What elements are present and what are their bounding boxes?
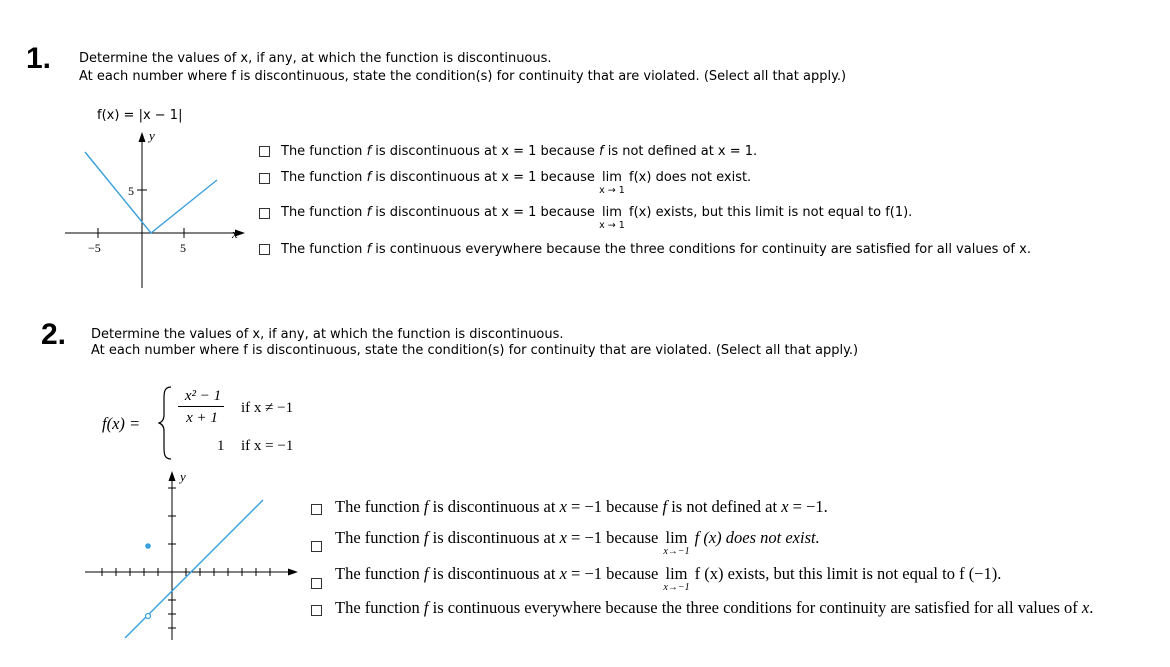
q2-graph bbox=[80, 465, 305, 640]
q1-option4-checkbox[interactable] bbox=[259, 244, 270, 255]
q1-option2[interactable]: The function f is discontinuous at x = 1 because lim x → 1 f(x) does not exist. bbox=[281, 170, 752, 196]
q2-fraction-numerator: x² − 1 bbox=[184, 388, 222, 404]
q1-y-arrow bbox=[139, 132, 146, 142]
q2-option2-checkbox[interactable] bbox=[311, 541, 322, 552]
q1-tick-label-5: 5 bbox=[180, 241, 186, 255]
q2-case1-condition: if x ≠ −1 bbox=[241, 400, 294, 416]
q1-option2-checkbox[interactable] bbox=[259, 173, 270, 184]
q2-brace bbox=[158, 385, 174, 461]
q2-y-label: y bbox=[180, 469, 186, 484]
q2-x-arrow bbox=[288, 569, 298, 576]
q2-option1-checkbox[interactable] bbox=[311, 504, 322, 515]
q2-y-arrow bbox=[169, 471, 176, 481]
q1-option3[interactable]: The function f is discontinuous at x = 1 because lim x → 1 f(x) exists, but this limit is not equal to f(1). bbox=[281, 205, 913, 231]
q1-graph bbox=[60, 128, 260, 293]
q1-option1-checkbox[interactable] bbox=[259, 146, 270, 157]
q2-fraction-denominator: x + 1 bbox=[186, 410, 218, 426]
q1-prompt-line2: At each number where f is discontinuous, state the condition(s) for continuity that are violated. (Select all that apply.) bbox=[79, 69, 847, 84]
q1-option1[interactable]: The function f is discontinuous at x = 1 because f is not defined at x = 1. bbox=[281, 144, 758, 159]
q1-x-label: x bbox=[232, 226, 238, 241]
q2-option1[interactable]: The function f is discontinuous at x = −1 because f is not defined at x = −1. bbox=[335, 497, 828, 516]
q1-function: f(x) = |x − 1| bbox=[97, 108, 183, 123]
q2-case2-value: 1 bbox=[217, 438, 225, 454]
q1-number: 1. bbox=[26, 42, 52, 75]
q2-fraction-bar bbox=[178, 406, 224, 407]
q1-tick-label-neg5: −5 bbox=[88, 241, 101, 255]
q1-tick-label-y5: 5 bbox=[128, 184, 134, 198]
q1-option3-checkbox[interactable] bbox=[259, 208, 270, 219]
q1-y-label: y bbox=[149, 128, 155, 143]
q2-option3[interactable]: The function f is discontinuous at x = −1 because lim x→−1 f (x) exists, but this limit is not equal to f (−1). bbox=[335, 564, 1002, 593]
q1-option4[interactable]: The function f is continuous everywhere because the three conditions for continuity are satisfied for all values of x. bbox=[281, 242, 1031, 257]
q1-prompt-line1: Determine the values of x, if any, at which the function is discontinuous. bbox=[79, 51, 552, 66]
q2-number: 2. bbox=[41, 318, 67, 351]
q2-option3-checkbox[interactable] bbox=[311, 578, 322, 589]
q2-case2-condition: if x = −1 bbox=[241, 438, 294, 454]
q2-prompt-line1: Determine the values of x, if any, at which the function is discontinuous. bbox=[91, 327, 564, 342]
q1-function-curve bbox=[85, 152, 217, 233]
q2-function-lhs: f(x) = bbox=[102, 414, 141, 433]
q2-open-point bbox=[146, 614, 151, 619]
q2-option2[interactable]: The function f is discontinuous at x = −1 because lim x→−1 f (x) does not exist. bbox=[335, 528, 820, 557]
q2-filled-point bbox=[145, 543, 151, 549]
q2-option4[interactable]: The function f is continuous everywhere because the three conditions for continuity are satisfied for all values of x. bbox=[335, 598, 1094, 617]
q2-prompt-line2: At each number where f is discontinuous, state the condition(s) for continuity that are violated. (Select all that apply.) bbox=[91, 343, 859, 358]
q2-option4-checkbox[interactable] bbox=[311, 605, 322, 616]
